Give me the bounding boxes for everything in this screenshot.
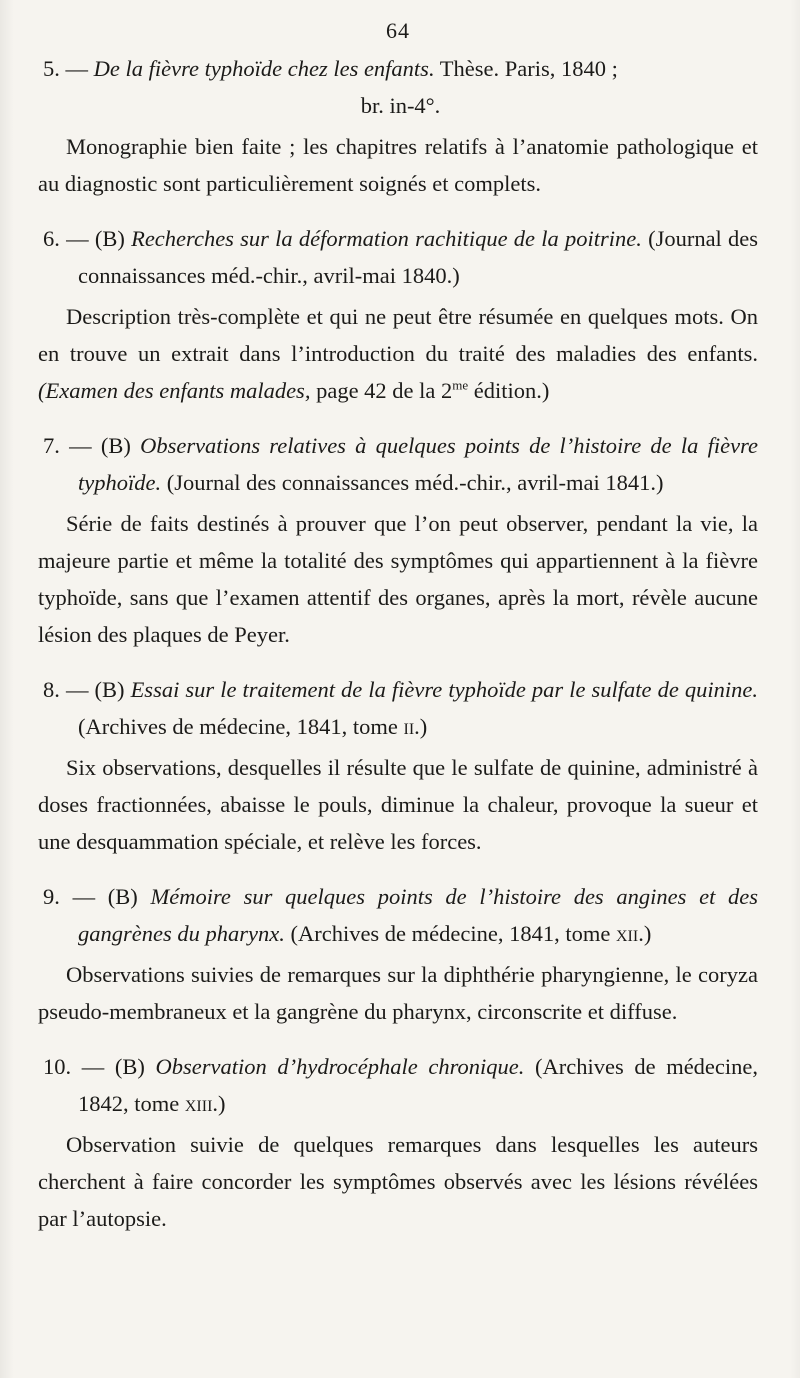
entry-source: (Archives de médecine, 1841, tome [78,714,398,739]
entry-title: Essai sur le traitement de la fièvre typhoïde par le sulfate de quinine. [130,677,758,702]
entry-title: Observations relatives à quelques points de l’histoire de la fièvre typhoïde. [78,433,759,495]
entry-number: 10. — [43,1054,105,1079]
entry-comment-text: Description très-complète et qui ne peut être résumée en quelques mots. On en trouve un extrait dans l’introduction du traité des maladies des enfants. [38,304,758,366]
entry-comment: Observations suivies de remarques sur la diphthérie pharyngienne, le coryza pseudo-membraneux et la gangrène du pharynx, circonscrite et diffuse. [38,962,758,1024]
entry-title: Mémoire sur quelques points de l’histoire des angines et des gangrènes du pharynx. [78,884,759,946]
entry-number: 8. — [43,677,89,702]
entry-comment-reference: (Examen des enfants malades, [38,378,311,403]
entry-source: Thèse. Paris, 1840 ; [439,56,618,81]
entry-source-end: .) [212,1091,226,1116]
entry-title: Observation d’hydrocéphale chronique. [155,1054,525,1079]
entry-source-end: .) [414,714,428,739]
bibliography-entry [38,878,758,1030]
entry-volume: ii [403,714,415,739]
entry-source-format: br. in-4°. [360,93,441,118]
entry-source: (Journal des connaissances méd.-chir., avril-mai 1840.) [78,226,759,288]
entry-source: (Journal des connaissances méd.-chir., avril-mai 1841.) [166,470,664,495]
entry-citation [38,50,758,124]
entry-comment [38,298,758,409]
entry-citation [38,878,758,952]
entry-comment: Six observations, desquelles il résulte que le sulfate de quinine, administré à doses fractionnées, abaisse le pouls, diminue la chaleur, provoque la sueur et une desquammation spéciale, et relève les forces. [38,755,758,854]
entry-comment: Observation suivie de quelques remarques dans lesquelles les auteurs cherchent à faire concorder les symptômes observés avec les lésions révélées par l’autopsie. [38,1132,758,1231]
entry-comment-end: édition.) [473,378,550,403]
entry-comment: Série de faits destinés à prouver que l’on peut observer, pendant la vie, la majeure partie et même la totalité des symptômes qui appartiennent à la fièvre typhoïde, sans que l’examen attentif des organes, après la mort, révèle aucune lésion des plaques de Peyer. [38,511,758,647]
page-number: 64 [386,18,410,43]
entry-tag: (B) [114,1054,145,1079]
entry-source: (Archives de médecine, 1842, tome [78,1054,759,1116]
entry-comment: Monographie bien faite ; les chapitres relatifs à l’anatomie pathologique et au diagnostic sont particulièrement soignés et complets. [38,134,758,196]
entry-citation [38,1048,758,1122]
entry-source-end: .) [638,921,652,946]
entry-volume: xii [615,921,639,946]
entry-tag: (B) [100,433,131,458]
entry-citation [38,427,758,501]
entry-tag: (B) [94,677,125,702]
entry-title: Recherches sur la déformation rachitique de la poitrine. [131,226,642,251]
entry-title: De la fièvre typhoïde chez les enfants. [93,56,435,81]
bibliography-entry [38,50,758,202]
entry-citation [38,671,758,745]
bibliography-entry [38,671,758,860]
entry-source: (Archives de médecine, 1841, tome [290,921,611,946]
entry-number: 9. — [43,884,96,909]
entry-number: 6. — [43,226,89,251]
bibliography-entry [38,427,758,653]
bibliography-entry [38,1048,758,1237]
entry-citation [38,220,758,294]
entry-tag: (B) [94,226,125,251]
bibliography-entry [38,220,758,409]
entry-tag: (B) [107,884,138,909]
entry-number: 5. — [43,56,88,81]
entry-volume: xiii [184,1091,213,1116]
entry-comment-page: page 42 de la 2 [316,378,453,403]
entry-comment-superscript: me [452,377,469,393]
entry-number: 7. — [43,433,92,458]
